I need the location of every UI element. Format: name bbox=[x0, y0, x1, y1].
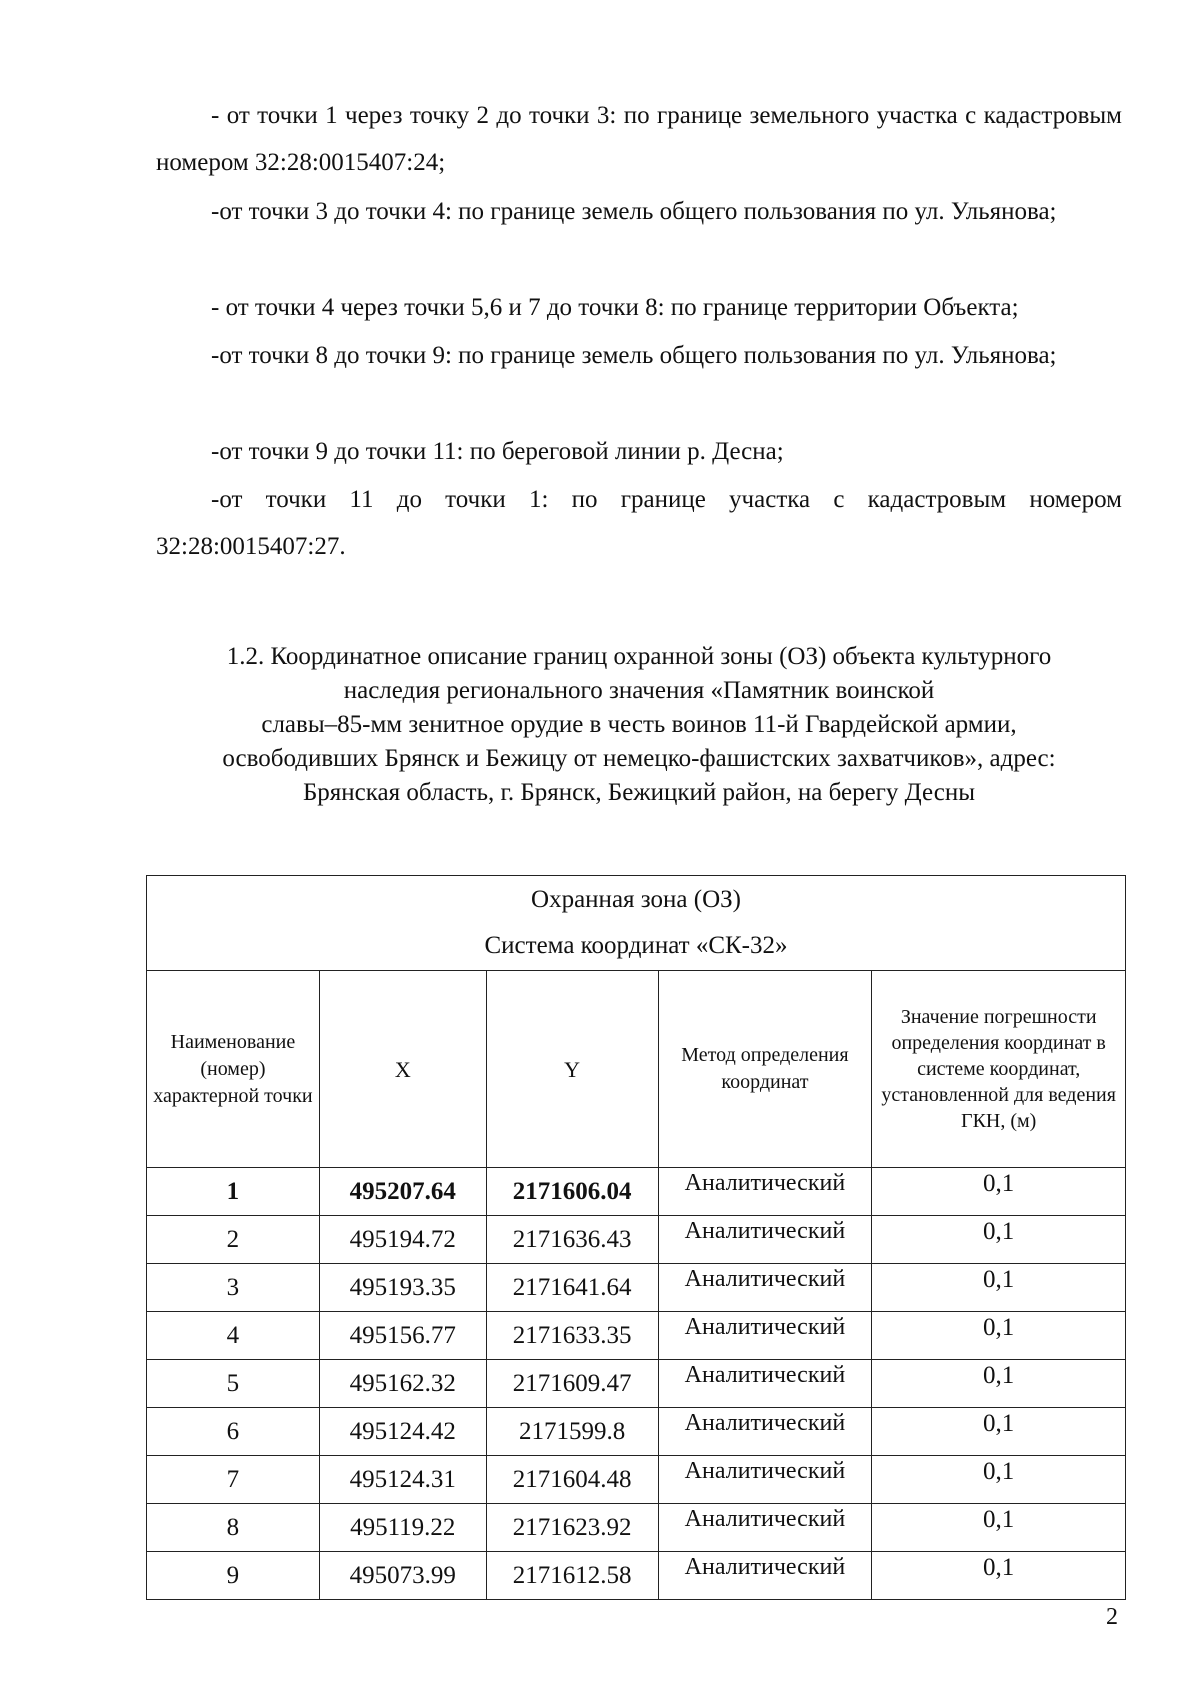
section-heading-line-2: наследия регионального значения «Памятник воинской bbox=[343, 677, 935, 704]
boundary-paragraph-5: -от точки 9 до точки 11: по береговой линии р. Десна; bbox=[211, 438, 784, 465]
method-cell: Аналитический bbox=[658, 1456, 872, 1504]
point-number-cell: 8 bbox=[147, 1504, 320, 1552]
coordinates-table bbox=[146, 875, 1126, 1600]
method-cell: Аналитический bbox=[658, 1408, 872, 1456]
point-number-cell: 5 bbox=[147, 1360, 320, 1408]
error-value-cell: 0,1 bbox=[872, 1408, 1126, 1456]
point-number-cell: 3 bbox=[147, 1264, 320, 1312]
table-title-row bbox=[147, 876, 1126, 971]
method-cell: Аналитический bbox=[658, 1504, 872, 1552]
table-row bbox=[147, 1216, 1126, 1264]
page-number: 2 bbox=[1106, 1604, 1118, 1630]
zone-title: Охранная зона (ОЗ) bbox=[531, 886, 741, 913]
y-coordinate-cell: 2171612.58 bbox=[486, 1552, 658, 1600]
header-x: X bbox=[319, 971, 486, 1168]
boundary-paragraph-3: - от точки 4 через точки 5,6 и 7 до точки 8: по границе территории Объекта; bbox=[211, 294, 1019, 321]
table-title-cell bbox=[147, 876, 1126, 971]
y-coordinate-cell: 2171641.64 bbox=[486, 1264, 658, 1312]
boundary-paragraph-1: - от точки 1 через точку 2 до точки 3: по границе земельного участка с кадастровым номером 32:28:0015407:24; bbox=[156, 102, 1122, 176]
boundary-paragraph-4: -от точки 8 до точки 9: по границе земель общего пользования по ул. Ульянова; bbox=[211, 342, 1057, 369]
header-point-name: Наименование (номер) характерной точки bbox=[147, 971, 320, 1168]
y-coordinate-cell: 2171606.04 bbox=[486, 1168, 658, 1216]
header-accuracy: Значение погрешности определения координат в системе координат, установленной для ведения ГКН, (м) bbox=[872, 971, 1126, 1168]
header-method: Метод определения координат bbox=[658, 971, 872, 1168]
section-heading-line-4: освободивших Брянск и Бежицу от немецко-фашистских захватчиков», адрес: bbox=[222, 745, 1056, 772]
y-coordinate-cell: 2171633.35 bbox=[486, 1312, 658, 1360]
error-value-cell: 0,1 bbox=[872, 1168, 1126, 1216]
table-row bbox=[147, 1360, 1126, 1408]
table-row bbox=[147, 1504, 1126, 1552]
boundary-paragraph-6: -от точки 11 до точки 1: по границе участка с кадастровым номером 32:28:0015407:27. bbox=[156, 486, 1122, 560]
y-coordinate-cell: 2171604.48 bbox=[486, 1456, 658, 1504]
table-row bbox=[147, 1264, 1126, 1312]
x-coordinate-cell: 495124.42 bbox=[319, 1408, 486, 1456]
error-value-cell: 0,1 bbox=[872, 1504, 1126, 1552]
x-coordinate-cell: 495124.31 bbox=[319, 1456, 486, 1504]
table-row bbox=[147, 1168, 1126, 1216]
method-cell: Аналитический bbox=[658, 1312, 872, 1360]
point-number-cell: 7 bbox=[147, 1456, 320, 1504]
method-cell: Аналитический bbox=[658, 1216, 872, 1264]
x-coordinate-cell: 495162.32 bbox=[319, 1360, 486, 1408]
section-heading-line-5: Брянская область, г. Брянск, Бежицкий район, на берегу Десны bbox=[302, 779, 976, 806]
x-coordinate-cell: 495207.64 bbox=[319, 1168, 486, 1216]
point-number-cell: 1 bbox=[147, 1168, 320, 1216]
error-value-cell: 0,1 bbox=[872, 1456, 1126, 1504]
table-row bbox=[147, 1408, 1126, 1456]
x-coordinate-cell: 495193.35 bbox=[319, 1264, 486, 1312]
y-coordinate-cell: 2171599.8 bbox=[486, 1408, 658, 1456]
error-value-cell: 0,1 bbox=[872, 1552, 1126, 1600]
method-cell: Аналитический bbox=[658, 1552, 872, 1600]
method-cell: Аналитический bbox=[658, 1264, 872, 1312]
table-row bbox=[147, 1456, 1126, 1504]
section-heading-line-3: славы–85-мм зенитное орудие в честь воинов 11-й Гвардейской армии, bbox=[261, 711, 1017, 738]
header-y: Y bbox=[486, 971, 658, 1168]
x-coordinate-cell: 495156.77 bbox=[319, 1312, 486, 1360]
point-number-cell: 6 bbox=[147, 1408, 320, 1456]
x-coordinate-cell: 495119.22 bbox=[319, 1504, 486, 1552]
boundary-paragraph-2: -от точки 3 до точки 4: по границе земель общего пользования по ул. Ульянова; bbox=[211, 198, 1057, 225]
y-coordinate-cell: 2171636.43 bbox=[486, 1216, 658, 1264]
point-number-cell: 9 bbox=[147, 1552, 320, 1600]
error-value-cell: 0,1 bbox=[872, 1216, 1126, 1264]
x-coordinate-cell: 495194.72 bbox=[319, 1216, 486, 1264]
x-coordinate-cell: 495073.99 bbox=[319, 1552, 486, 1600]
y-coordinate-cell: 2171623.92 bbox=[486, 1504, 658, 1552]
table-row bbox=[147, 1312, 1126, 1360]
table-header-row bbox=[147, 971, 1126, 1168]
error-value-cell: 0,1 bbox=[872, 1264, 1126, 1312]
method-cell: Аналитический bbox=[658, 1360, 872, 1408]
error-value-cell: 0,1 bbox=[872, 1360, 1126, 1408]
point-number-cell: 4 bbox=[147, 1312, 320, 1360]
section-heading bbox=[156, 640, 1122, 810]
coordinate-system-title: Система координат «СК-32» bbox=[484, 932, 788, 959]
error-value-cell: 0,1 bbox=[872, 1312, 1126, 1360]
point-number-cell: 2 bbox=[147, 1216, 320, 1264]
section-heading-line-1: 1.2. Координатное описание границ охранной зоны (ОЗ) объекта культурного bbox=[226, 643, 1052, 670]
y-coordinate-cell: 2171609.47 bbox=[486, 1360, 658, 1408]
table-row bbox=[147, 1552, 1126, 1600]
method-cell: Аналитический bbox=[658, 1168, 872, 1216]
